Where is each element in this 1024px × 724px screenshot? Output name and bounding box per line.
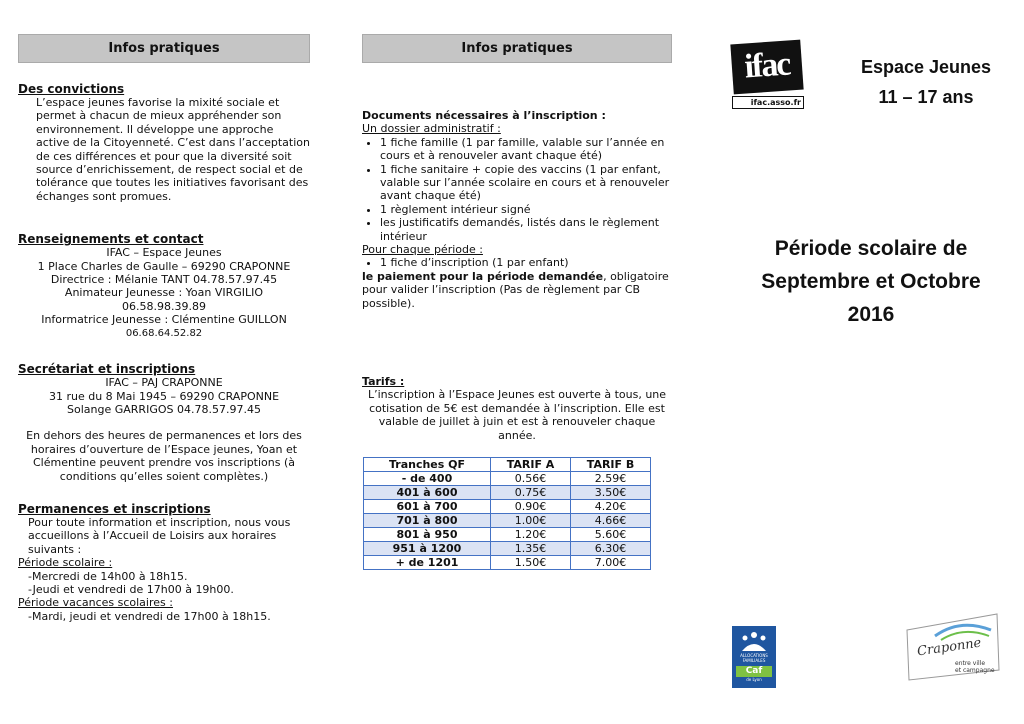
middle-header: Infos pratiques	[362, 34, 672, 63]
period-label: Pour chaque période :	[362, 243, 483, 257]
table-cell: 4.66€	[571, 514, 651, 528]
schedule-line: -Jeudi et vendredi de 17h00 à 19h00.	[28, 582, 234, 596]
left-panel	[18, 34, 310, 623]
ifac-logo-block	[730, 40, 803, 95]
holiday-period-label: Période vacances scolaires :	[18, 596, 173, 610]
contact-title: Renseignements et contact	[18, 232, 204, 247]
table-cell: 601 à 700	[364, 500, 491, 514]
contact-line: Animateur Jeunesse : Yoan VIRGILIO	[64, 286, 264, 300]
secretariat-title: Secrétariat et inscriptions	[18, 362, 196, 377]
table-cell: 4.20€	[571, 500, 651, 514]
secretariat-section	[18, 362, 310, 483]
craponne-tagline	[955, 660, 995, 674]
table-cell: 1.00€	[490, 514, 570, 528]
table-cell: 5.60€	[571, 528, 651, 542]
period-title	[728, 232, 1014, 331]
title-espace-jeunes: Espace Jeunes	[860, 57, 992, 77]
contact-section	[18, 232, 310, 340]
convictions-text: L’espace jeunes favorise la mixité sociale et permet à chacun de mieux appréhender son environnement. Il développe une approche active de la Citoyenneté. C’est dans l’acceptation de ces différences et pour que la diversité soit source d’enrichissement, de respect social et de tolérance que toutes les initiatives favorisant des échanges sont promues.	[36, 96, 310, 203]
contact-line: Informatrice Jeunesse : Clémentine GUILLON	[41, 313, 287, 327]
middle-panel	[362, 34, 672, 570]
secretariat-line: IFAC – PAJ CRAPONNE	[105, 376, 223, 390]
table-cell: 0.90€	[490, 500, 570, 514]
contact-line: 06.58.98.39.89	[122, 299, 206, 313]
payment-rest: , obligatoire pour valider l’inscription (Pas de règlement par CB possible).	[362, 269, 669, 310]
caf-name: Caf	[736, 666, 772, 677]
permanences-intro: Pour toute information et inscription, nous vous accueillons à l’Accueil de Loisirs aux horaires suivants :	[28, 515, 291, 556]
table-header: TARIF B	[571, 458, 651, 472]
tarifs-title: Tarifs :	[362, 375, 405, 388]
table-row	[364, 528, 651, 542]
table-row	[364, 500, 651, 514]
secretariat-line: Solange GARRIGOS 04.78.57.97.45	[67, 402, 261, 416]
documents-title: Documents nécessaires à l’inscription :	[362, 109, 606, 122]
period-line: Période scolaire de	[774, 237, 968, 260]
permanences-title: Permanences et inscriptions	[18, 501, 211, 516]
table-cell: + de 1201	[364, 556, 491, 570]
payment-bold: le paiement pour la période demandée	[362, 269, 604, 283]
caf-line: FAMILIALES	[742, 658, 766, 663]
list-item: • 1 fiche sanitaire + copie des vaccins (1 par enfant, valable sur l’année scolaire en cours et à renouveler avant chaque été)	[380, 163, 672, 203]
convictions-section	[18, 82, 310, 203]
caf-emblem-icon	[736, 629, 772, 653]
period-list	[362, 256, 672, 269]
period-line: 2016	[847, 303, 895, 326]
table-cell: 951 à 1200	[364, 542, 491, 556]
table-header: Tranches QF	[364, 458, 491, 472]
documents-section	[362, 109, 672, 310]
caf-line: ALLOCATIONS	[740, 653, 768, 658]
contact-line: IFAC – Espace Jeunes	[106, 246, 222, 260]
table-row	[364, 472, 651, 486]
title-age-range: 11 – 17 ans	[878, 87, 974, 107]
contact-line: 1 Place Charles de Gaulle – 69290 CRAPONNE	[37, 259, 291, 273]
tarifs-text: L’inscription à l’Espace Jeunes est ouverte à tous, une cotisation de 5€ est demandée à l’inscription. Elle est valable de juillet à juin et est à renouveler chaque année.	[367, 388, 667, 442]
contact-line: 06.68.64.52.82	[125, 327, 203, 339]
table-cell: 3.50€	[571, 486, 651, 500]
table-header: TARIF A	[490, 458, 570, 472]
tarifs-table	[363, 457, 651, 570]
table-cell: 401 à 600	[364, 486, 491, 500]
schedule-line: -Mercredi de 14h00 à 18h15.	[28, 569, 188, 583]
ifac-logo-text: ifac	[743, 45, 791, 86]
permanences-section	[18, 502, 310, 623]
convictions-title: Des convictions	[18, 82, 125, 96]
left-header: Infos pratiques	[18, 34, 310, 63]
list-item: • les justificatifs demandés, listés dans le règlement intérieur	[380, 216, 672, 243]
table-cell: 2.59€	[571, 472, 651, 486]
school-period-label: Période scolaire :	[18, 556, 113, 570]
craponne-tag-line: et campagne	[955, 667, 995, 674]
caf-sub: de Lyon	[746, 677, 762, 682]
craponne-logo	[905, 610, 1001, 682]
secretariat-line: 31 rue du 8 Mai 1945 – 69290 CRAPONNE	[48, 389, 280, 403]
table-cell: 6.30€	[571, 542, 651, 556]
table-cell: 0.56€	[490, 472, 570, 486]
table-row	[364, 556, 651, 570]
table-cell: 1.35€	[490, 542, 570, 556]
list-item: • 1 fiche famille (1 par famille, valable sur l’année en cours et à renouveler avant chaque été)	[380, 136, 672, 163]
table-row	[364, 514, 651, 528]
table-cell: 7.00€	[571, 556, 651, 570]
table-cell: 701 à 800	[364, 514, 491, 528]
ifac-url: ifac.asso.fr	[732, 96, 804, 109]
secretariat-paragraph: En dehors des heures de permanences et lors des horaires d’ouverture de l’Espace jeunes, Yoan et Clémentine peuvent prendre vos inscriptions (à conditions qu’elles soient complètes.)	[26, 429, 302, 483]
payment-note	[362, 270, 672, 310]
table-cell: 0.75€	[490, 486, 570, 500]
contact-line: Directrice : Mélanie TANT 04.78.57.97.45	[50, 273, 278, 287]
table-row	[364, 542, 651, 556]
table-cell: - de 400	[364, 472, 491, 486]
list-item: • 1 fiche d’inscription (1 par enfant)	[380, 256, 672, 269]
admin-list	[362, 136, 672, 243]
craponne-name: Craponne	[916, 635, 983, 660]
caf-logo	[732, 626, 776, 688]
admin-label: Un dossier administratif :	[362, 122, 501, 136]
list-item: • 1 règlement intérieur signé	[380, 203, 672, 216]
table-cell: 1.50€	[490, 556, 570, 570]
table-header-row	[364, 458, 651, 472]
table-row	[364, 486, 651, 500]
ifac-logo	[732, 42, 804, 112]
tarifs-section	[362, 375, 672, 570]
table-cell: 1.20€	[490, 528, 570, 542]
table-cell: 801 à 950	[364, 528, 491, 542]
period-line: Septembre et Octobre	[761, 270, 981, 293]
craponne-tag-line: entre ville	[955, 660, 986, 667]
schedule-line: -Mardi, jeudi et vendredi de 17h00 à 18h15.	[28, 609, 271, 623]
